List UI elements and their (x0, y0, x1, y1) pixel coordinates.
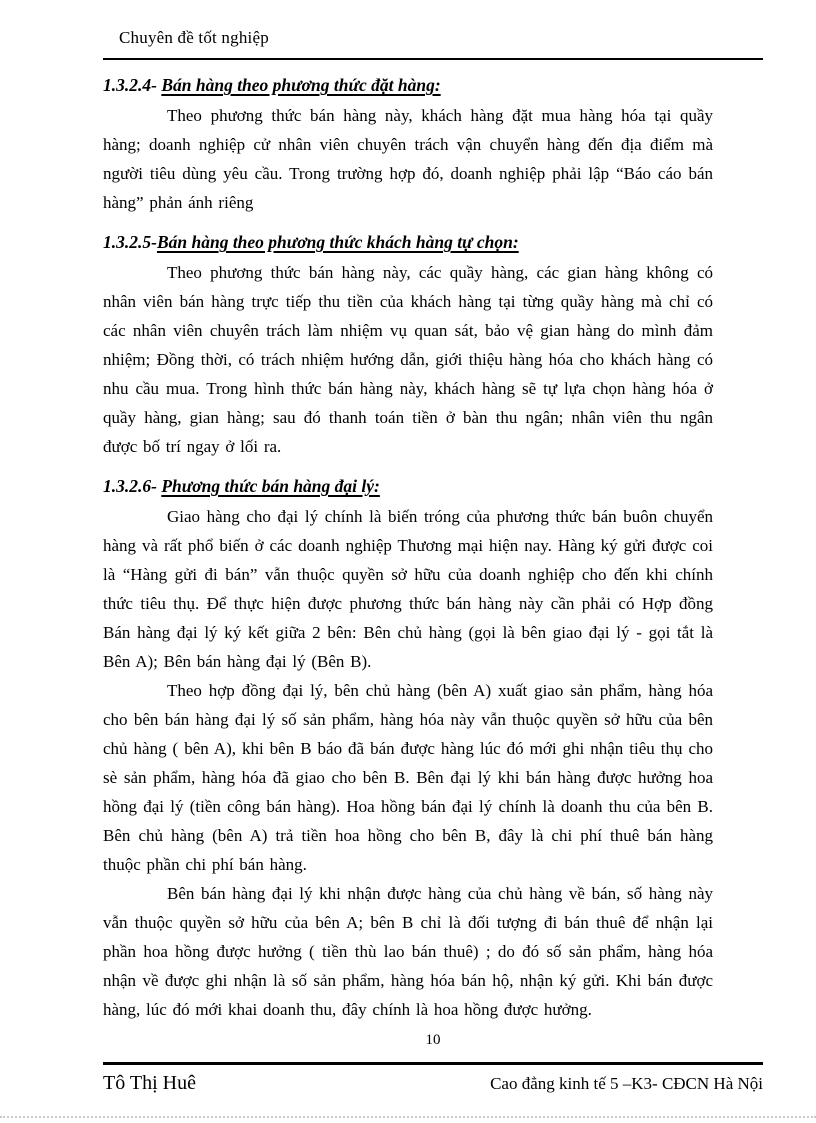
page-bottom-dotted-line (0, 1116, 816, 1118)
paragraph: Theo phương thức bán hàng này, khách hàng đặt mua hàng hóa tại quầy hàng; doanh nghiệp cử nhân viên chuyên trách vận chuyển hàng đến địa điểm mà người tiêu dùng yêu cầu. Trong trường hợp đó, doanh nghiệp phải lập “Báo cáo bán hàng” phản ánh riêng (103, 106, 713, 212)
paragraph: Theo phương thức bán hàng này, các quầy hàng, các gian hàng không có nhân viên bán hàng trực tiếp thu tiền của khách hàng tại từng quầy hàng mà chỉ có các nhân viên chuyên trách làm nhiệm vụ quan sát, bảo vệ gian hàng do mình đảm nhiệm; Đồng thời, có trách nhiệm hướng dẫn, giới thiệu hàng hóa cho khách hàng có nhu cầu mua. Trong hình thức bán hàng này, khách hàng sẽ tự lựa chọn hàng hóa ở quầy hàng, gian hàng; sau đó thanh toán tiền ở bàn thu ngân; nhân viên thu ngân được bố trí ngay ở lối ra. (103, 263, 713, 456)
page-footer (103, 1062, 763, 1095)
section-title: Bán hàng theo phương thức khách hàng tự chọn: (156, 232, 519, 252)
paragraph: Bên bán hàng đại lý khi nhận được hàng của chủ hàng về bán, số hàng này vẫn thuộc quyền sở hữu của bên A; bên B chỉ là đối tượng đi bán thuê để nhận lại phần hoa hồng được hưởng ( tiền thù lao bán thuê) ; do đó số sản phẩm, hàng hóa nhận về được ghi nhận là số sản phẩm, hàng hóa bán hộ, nhận ký gửi. Khi bán được hàng, lúc đó mới khai doanh thu, đây chính là hoa hồng được hưởng. (103, 884, 713, 1019)
section-number: 1.3.2.5- (103, 232, 157, 252)
section-title: Bán hàng theo phương thức đặt hàng: (161, 75, 441, 95)
section-title: Phương thức bán hàng đại lý: (161, 476, 380, 496)
section-heading-1-3-2-6 (103, 474, 713, 498)
section-number: 1.3.2.4- (103, 75, 162, 95)
footer-institution: Cao đẳng kinh tế 5 –K3- CĐCN Hà Nội (490, 1074, 763, 1093)
section-heading-1-3-2-5 (103, 230, 713, 254)
document-header-title: Chuyên đề tốt nghiệp (119, 28, 269, 47)
footer-author-name: Tô Thị Huê (103, 1072, 196, 1094)
section-heading-1-3-2-4 (103, 73, 713, 97)
section-number: 1.3.2.6- (103, 476, 162, 496)
paragraph: Theo hợp đồng đại lý, bên chủ hàng (bên A) xuất giao sản phẩm, hàng hóa cho bên bán hàng đại lý số sản phẩm, hàng hóa này vẫn thuộc quyền sở hữu của bên chủ hàng ( bên A), khi bên B báo đã bán được hàng lúc đó mới ghi nhận tiêu thụ cho sè sản phẩm, hàng hóa đã giao cho bên B. Bên đại lý khi bán hàng được hưởng hoa hồng đại lý (tiền công bán hàng). Hoa hồng bán đại lý chính là doanh thu của bên B. Bên chủ hàng (bên A) trả tiền hoa hồng cho bên B, đây là chi phí thuê bán hàng thuộc phần chi phí bán hàng. (103, 681, 713, 874)
paragraph: Giao hàng cho đại lý chính là biến tróng của phương thức bán buôn chuyển hàng và rất phổ biến ở các doanh nghiệp Thương mại hiện nay. Hàng ký gửi được coi là “Hàng gửi đi bán” vẫn thuộc quyền sở hữu của doanh nghiệp cho đến khi chính thức tiêu thụ. Để thực hiện được phương thức bán hàng này cần phải có Hợp đồng Bán hàng đại lý ký kết giữa 2 bên: Bên chủ hàng (gọi là bên giao đại lý - gọi tắt là Bên A); Bên bán hàng đại lý (Bên B). (103, 507, 713, 671)
page-number: 10 (425, 1032, 441, 1048)
document-header (103, 28, 763, 60)
